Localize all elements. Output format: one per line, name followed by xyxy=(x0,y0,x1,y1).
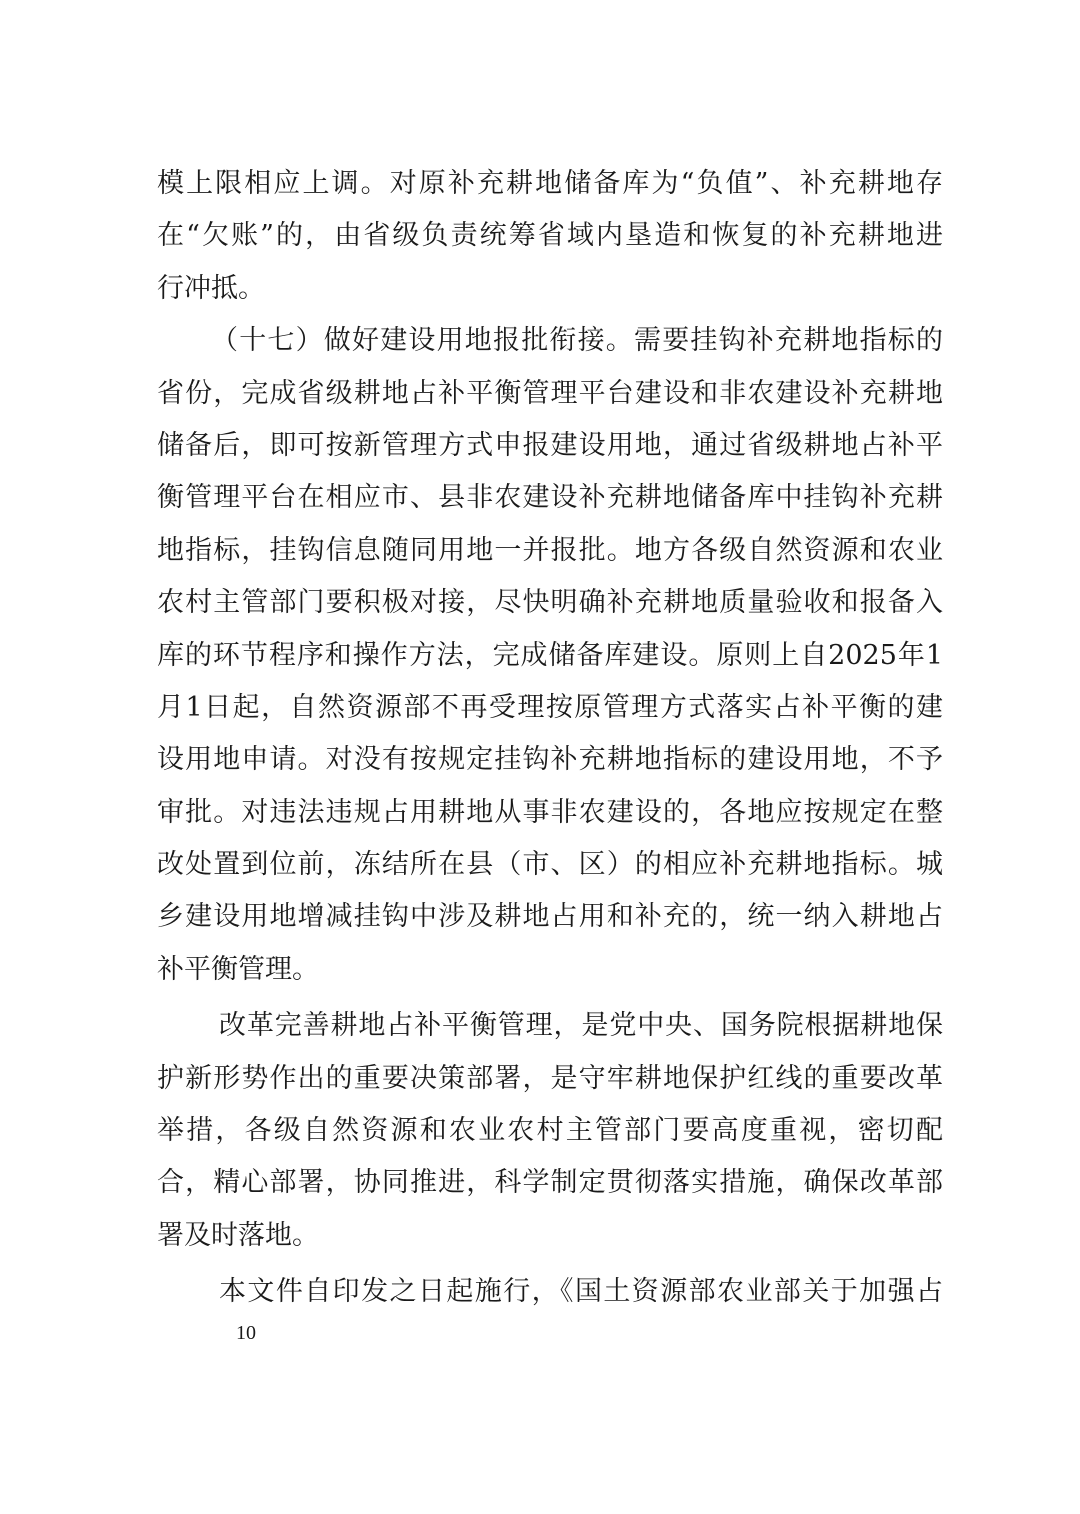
text-line: 改处置到位前，冻结所在县（市、区）的相应补充耕地指标。城 xyxy=(157,849,943,881)
section-heading-line: （十七）做好建设用地报批衔接。需要挂钩补充耕地指标的 xyxy=(211,325,943,357)
text-line: 护新形势作出的重要决策部署，是守牢耕地保护红线的重要改革 xyxy=(157,1062,943,1094)
text-line: 举措，各级自然资源和农业农村主管部门要高度重视，密切配 xyxy=(157,1115,943,1147)
page-number: 10 xyxy=(236,1322,256,1344)
text-line: 省份，完成省级耕地占补平衡管理平台建设和非农建设补充耕地 xyxy=(157,377,943,409)
text-line: 储备后，即可按新管理方式申报建设用地，通过省级耕地占补平 xyxy=(157,429,943,461)
text-line: 乡建设用地增减挂钩中涉及耕地占用和补充的，统一纳入耕地占 xyxy=(157,901,943,933)
paragraph-first-line: 本文件自印发之日起施行，《国土资源部农业部关于加强占 xyxy=(219,1276,943,1308)
text-line: 审批。对违法违规占用耕地从事非农建设的，各地应按规定在整 xyxy=(157,796,943,828)
text-line: 署及时落地。 xyxy=(157,1219,319,1251)
body-text xyxy=(157,158,943,1319)
text-line: 设用地申请。对没有按规定挂钩补充耕地指标的建设用地，不予 xyxy=(157,744,943,776)
text-line: 衡管理平台在相应市、县非农建设补充耕地储备库中挂钩补充耕 xyxy=(157,482,943,514)
text-line: 补平衡管理。 xyxy=(157,953,319,985)
text-line: 行冲抵。 xyxy=(157,272,265,304)
text-line: 库的环节程序和操作方法，完成储备库建设。原则上自2025年1 xyxy=(157,639,943,671)
text-line: 在“欠账”的，由省级负责统筹省域内垦造和恢复的补充耕地进 xyxy=(157,220,943,252)
text-line: 农村主管部门要积极对接，尽快明确补充耕地质量验收和报备入 xyxy=(157,587,943,619)
paragraph-first-line: 改革完善耕地占补平衡管理，是党中央、国务院根据耕地保 xyxy=(219,1010,943,1042)
text-line: 合，精心部署，协同推进，科学制定贯彻落实措施，确保改革部 xyxy=(157,1167,943,1199)
text-line: 月1日起，自然资源部不再受理按原管理方式落实占补平衡的建 xyxy=(157,691,943,723)
text-line: 地指标，挂钩信息随同用地一并报批。地方各级自然资源和农业 xyxy=(157,534,943,566)
text-line: 模上限相应上调。对原补充耕地储备库为“负值”、补充耕地存 xyxy=(157,168,943,199)
